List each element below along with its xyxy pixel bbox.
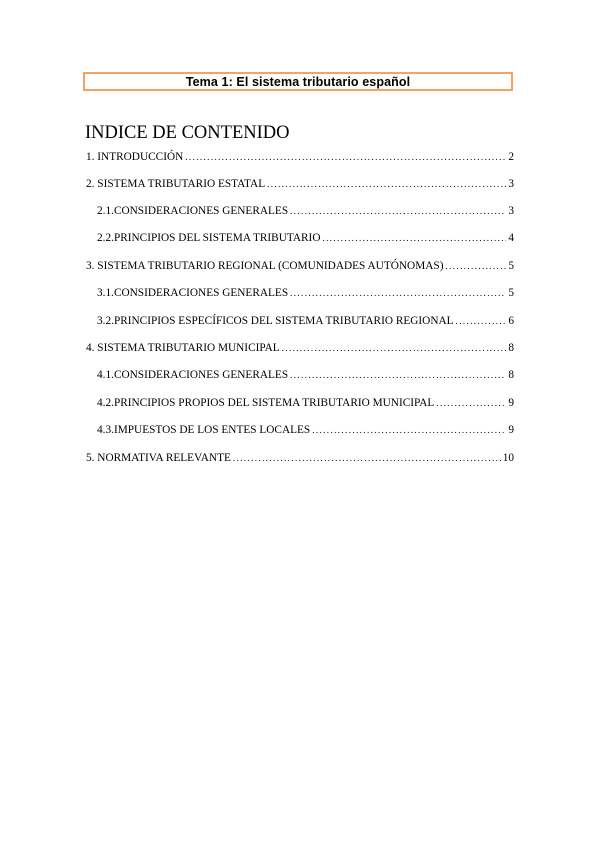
toc-entry-page: 8 <box>508 342 514 354</box>
toc-entry[interactable] <box>86 177 514 191</box>
toc-entry[interactable] <box>86 150 514 164</box>
toc-leader-dots <box>233 451 501 465</box>
toc-entry[interactable] <box>86 259 514 273</box>
toc-entry-page: 3 <box>508 178 514 190</box>
toc-entry-label: 4.2.PRINCIPIOS PROPIOS DEL SISTEMA TRIBUTARIO MUNICIPAL <box>97 397 435 409</box>
toc-leader-dots <box>282 341 507 355</box>
toc-entry-label: 2.1.CONSIDERACIONES GENERALES <box>97 205 289 217</box>
toc-entry[interactable] <box>86 341 514 355</box>
toc-entry-page: 9 <box>508 397 514 409</box>
toc-leader-dots <box>290 286 506 300</box>
toc-entry-page: 6 <box>508 315 514 327</box>
toc-entry[interactable] <box>86 451 514 465</box>
toc-leader-dots <box>290 204 506 218</box>
toc-entry-label: 2.2.PRINCIPIOS DEL SISTEMA TRIBUTARIO <box>97 232 321 244</box>
toc-entry-page: 9 <box>508 424 514 436</box>
toc-entry[interactable] <box>97 396 514 410</box>
toc-leader-dots <box>445 259 506 273</box>
toc-leader-dots <box>312 423 506 437</box>
toc-entry[interactable] <box>97 314 514 328</box>
toc-entry-page: 8 <box>508 369 514 381</box>
toc-entry-label: 1. INTRODUCCIÓN <box>86 151 184 163</box>
toc-entry-label: 2. SISTEMA TRIBUTARIO ESTATAL <box>86 178 266 190</box>
toc-entry-label: 4.3.IMPUESTOS DE LOS ENTES LOCALES <box>97 424 311 436</box>
toc-entry[interactable] <box>97 423 514 437</box>
toc-leader-dots <box>267 177 506 191</box>
document-title-box <box>83 72 513 91</box>
toc-entry[interactable] <box>97 231 514 245</box>
toc-leader-dots <box>436 396 506 410</box>
toc-entry-label: 3.2.PRINCIPIOS ESPECÍFICOS DEL SISTEMA TRIBUTARIO REGIONAL <box>97 315 454 327</box>
toc-leader-dots <box>322 231 506 245</box>
toc-heading: INDICE DE CONTENIDO <box>85 123 290 143</box>
toc-entry-label: 5. NORMATIVA RELEVANTE <box>86 452 231 464</box>
toc-entry-page: 4 <box>508 232 514 244</box>
toc-entry-label: 3.1.CONSIDERACIONES GENERALES <box>97 287 289 299</box>
toc-entry-page: 2 <box>508 151 514 163</box>
toc-entry-label: 4. SISTEMA TRIBUTARIO MUNICIPAL <box>86 342 280 354</box>
toc-entry-label: 3. SISTEMA TRIBUTARIO REGIONAL (COMUNIDADES AUTÓNOMAS) <box>86 260 444 272</box>
toc-leader-dots <box>290 368 506 382</box>
toc-leader-dots <box>185 150 506 164</box>
toc-leader-dots <box>456 314 507 328</box>
toc-entry[interactable] <box>97 368 514 382</box>
toc-entry-page: 5 <box>508 287 514 299</box>
toc-entry-page: 3 <box>508 205 514 217</box>
toc-entry-label: 4.1.CONSIDERACIONES GENERALES <box>97 369 289 381</box>
toc-entry-page: 10 <box>502 452 514 464</box>
document-title: Tema 1: El sistema tributario español <box>185 74 411 89</box>
toc-entry[interactable] <box>97 286 514 300</box>
toc-entry[interactable] <box>97 204 514 218</box>
toc-entry-page: 5 <box>508 260 514 272</box>
